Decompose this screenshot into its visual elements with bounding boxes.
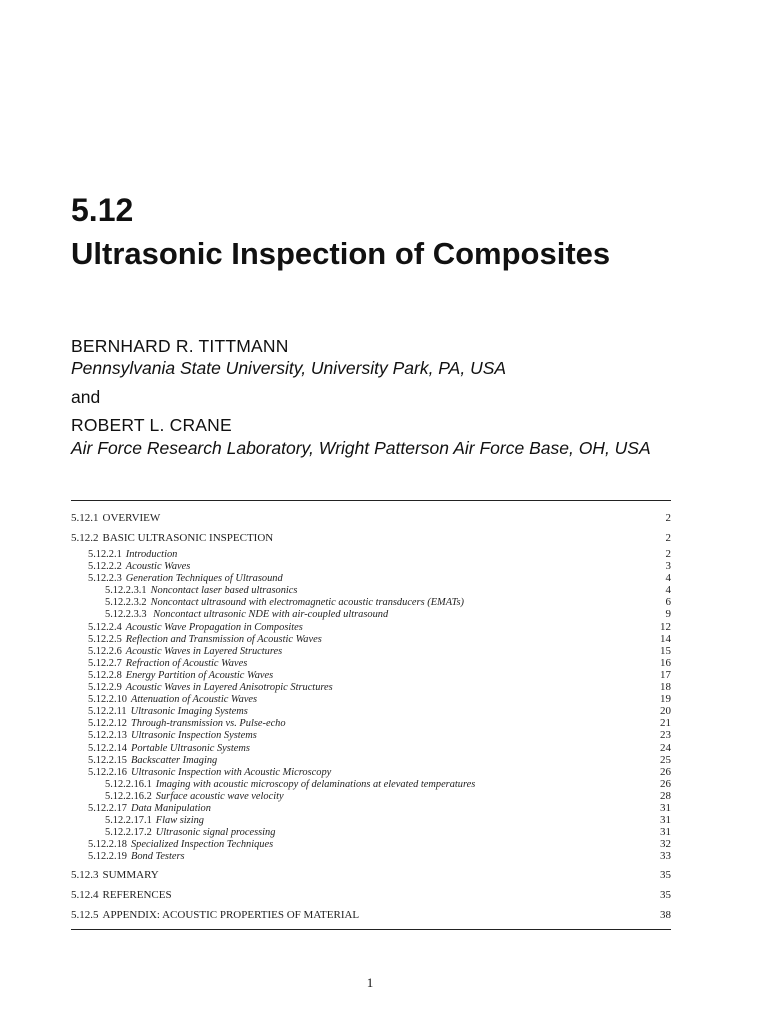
toc-entry-title: OVERVIEW: [102, 512, 161, 524]
toc-entry-title: BASIC ULTRASONIC INSPECTION: [102, 532, 274, 544]
toc-entry-title: Attenuation of Acoustic Waves: [130, 694, 258, 706]
page-number: 1: [366, 975, 374, 990]
toc-entry[interactable]: [71, 742, 671, 754]
author-affiliation: Air Force Research Laboratory, Wright Patterson Air Force Base, OH, USA: [71, 438, 651, 458]
toc-entry-number: 5.12.2.7: [88, 657, 122, 669]
toc-entry-title-group: [71, 573, 283, 585]
toc-entry[interactable]: [71, 512, 671, 525]
toc-entry[interactable]: [71, 814, 671, 826]
toc-entry-number: 5.12.2.18: [88, 839, 127, 851]
toc-entry-page: 2: [665, 548, 671, 560]
toc-entry-title: Backscatter Imaging: [130, 754, 218, 766]
toc-entry-title-group: [71, 512, 160, 525]
toc-entry-title: Surface acoustic wave velocity: [155, 790, 284, 802]
toc-entry[interactable]: [71, 850, 671, 862]
toc-entry[interactable]: [71, 572, 671, 584]
toc-entry-page: 26: [660, 777, 671, 790]
toc-entry-page: 4: [665, 584, 671, 597]
toc-entry-title: SUMMARY: [102, 869, 159, 882]
toc-entry-title: Ultrasonic signal processing: [155, 827, 276, 839]
toc-entry-number: 5.12.2.5: [88, 633, 122, 645]
toc-entry-number: 5.12.2.12: [88, 718, 127, 730]
toc-entry[interactable]: [71, 889, 671, 902]
toc-entry-title: Acoustic Wave Propagation in Composites: [125, 621, 303, 633]
toc-entry[interactable]: [71, 681, 671, 693]
toc-entry-title-group: [71, 634, 322, 646]
toc-entry-page: 38: [660, 909, 671, 922]
toc-entry-title: Reflection and Transmission of Acoustic Waves: [125, 633, 322, 645]
table-of-contents: [71, 510, 671, 922]
toc-entry-title: Specialized Inspection Techniques: [130, 839, 274, 851]
toc-entry-number: 5.12.2.17: [88, 802, 127, 814]
toc-entry-title: APPENDIX: ACOUSTIC PROPERTIES OF MATERIAL: [102, 909, 360, 922]
toc-entry-number: 5.12.2.8: [88, 669, 122, 681]
toc-entry-title-group: [71, 743, 250, 755]
toc-entry-number: 5.12.2.2: [88, 561, 122, 573]
toc-entry-title-group: [71, 718, 286, 730]
toc-entry-title: Data Manipulation: [130, 802, 211, 814]
toc-entry[interactable]: [71, 621, 671, 633]
toc-entry[interactable]: [71, 596, 671, 608]
toc-entry-page: 17: [660, 668, 671, 681]
toc-entry[interactable]: [71, 838, 671, 850]
toc-entry-title-group: [71, 682, 333, 694]
toc-entry-page: 28: [660, 789, 671, 802]
toc-entry-title-group: [71, 609, 388, 621]
and-conjunction: and: [71, 387, 101, 407]
toc-entry-number: 5.12.2.16: [88, 766, 127, 778]
toc-entry-page: 31: [660, 826, 671, 839]
toc-entry-title-group: [71, 767, 331, 779]
toc-entry-title-group: [71, 706, 248, 718]
toc-entry[interactable]: [71, 705, 671, 717]
toc-entry[interactable]: [71, 754, 671, 766]
toc-entry-title-group: [71, 561, 190, 573]
toc-entry-number: 5.12.2.17.1: [105, 815, 152, 827]
toc-entry-page: 16: [660, 656, 671, 669]
toc-entry[interactable]: [71, 608, 671, 620]
toc-entry-page: 31: [660, 801, 671, 814]
toc-entry-title-group: [71, 803, 211, 815]
toc-entry-title-group: [71, 791, 284, 803]
toc-entry-page: 2: [665, 532, 671, 544]
toc-entry-title: Noncontact laser based ultrasonics: [150, 585, 298, 597]
toc-entry-title-group: [71, 622, 303, 634]
toc-entry-number: 5.12.2.3.2: [105, 597, 147, 609]
toc-entry-title: Portable Ultrasonic Systems: [130, 742, 250, 754]
toc-entry-title-group: [71, 869, 159, 882]
toc-entry-title-group: [71, 646, 282, 658]
toc-entry-title-group: [71, 755, 217, 767]
toc-entry-number: 5.12.2.4: [88, 621, 122, 633]
toc-entry[interactable]: [71, 826, 671, 838]
toc-entry-page: 35: [660, 869, 671, 882]
toc-entry[interactable]: [71, 717, 671, 729]
toc-entry-title: Ultrasonic Inspection Systems: [130, 730, 257, 742]
toc-entry-title: Ultrasonic Imaging Systems: [130, 706, 248, 718]
toc-entry-page: 12: [660, 620, 671, 633]
toc-entry-page: 21: [660, 717, 671, 730]
toc-entry-title: Imaging with acoustic microscopy of delaminations at elevated temperatures: [155, 778, 476, 790]
toc-entry-number: 5.12.1: [71, 512, 99, 524]
chapter-number: 5.12: [71, 192, 134, 228]
toc-entry-title: Generation Techniques of Ultrasound: [125, 573, 283, 585]
toc-entry-title-group: [71, 889, 172, 902]
toc-entry[interactable]: [71, 669, 671, 681]
toc-entry-title-group: [71, 839, 273, 851]
toc-entry-title: REFERENCES: [102, 889, 172, 902]
toc-entry-title-group: [71, 730, 257, 742]
toc-entry-title-group: [71, 827, 275, 839]
toc-entry-number: 5.12.2.15: [88, 754, 127, 766]
toc-entry[interactable]: [71, 790, 671, 802]
toc-entry-title-group: [71, 909, 359, 922]
toc-entry-page: 4: [665, 572, 671, 585]
toc-entry-title: Acoustic Waves in Layered Anisotropic Structures: [125, 682, 333, 694]
toc-entry[interactable]: [71, 729, 671, 741]
toc-entry-number: 5.12.2.9: [88, 682, 122, 694]
toc-entry-title-group: [71, 670, 273, 682]
toc-entry-page: 6: [665, 596, 671, 609]
toc-entry[interactable]: [71, 548, 671, 560]
toc-entry-page: 25: [660, 753, 671, 766]
toc-entry-page: 23: [660, 729, 671, 742]
chapter-title: Ultrasonic Inspection of Composites: [71, 236, 611, 271]
toc-entry-number: 5.12.5: [71, 909, 99, 922]
author-affiliation: Pennsylvania State University, University Park, PA, USA: [71, 358, 507, 378]
toc-entry-title-group: [71, 851, 185, 863]
toc-entry[interactable]: [71, 560, 671, 572]
toc-entry-number: 5.12.2.6: [88, 645, 122, 657]
toc-entry-page: 35: [660, 889, 671, 902]
toc-entry-number: 5.12.3: [71, 869, 99, 882]
toc-entry-page: 18: [660, 681, 671, 694]
toc-entry-title: Introduction: [125, 549, 178, 560]
toc-entry-title: Ultrasonic Inspection with Acoustic Microscopy: [130, 766, 332, 778]
toc-entry-page: 2: [665, 512, 671, 524]
toc-entry-title-group: [71, 549, 177, 561]
toc-entry-title-group: [71, 658, 247, 670]
toc-entry-title: Noncontact ultrasonic NDE with air-coupled ultrasound: [150, 609, 389, 621]
toc-entry-title-group: [71, 815, 204, 827]
toc-entry[interactable]: [71, 532, 671, 545]
bottom-rule: [71, 929, 671, 930]
toc-entry-number: 5.12.2.14: [88, 742, 127, 754]
toc-entry-number: 5.12.2.1: [88, 549, 122, 560]
toc-entry-title: Acoustic Waves: [125, 561, 191, 573]
toc-entry[interactable]: [71, 633, 671, 645]
toc-entry-number: 5.12.2.17.2: [105, 827, 152, 839]
toc-entry-page: 31: [660, 814, 671, 827]
toc-entry-number: 5.12.4: [71, 889, 99, 902]
toc-entry-page: 9: [665, 608, 671, 621]
toc-entry-number: 5.12.2.13: [88, 730, 127, 742]
toc-entry-number: 5.12.2.16.2: [105, 790, 152, 802]
toc-entry-number: 5.12.2.10: [88, 694, 127, 706]
toc-entry-page: 33: [660, 850, 671, 863]
toc-entry-title-group: [71, 532, 273, 545]
toc-entry-page: 24: [660, 741, 671, 754]
toc-entry-page: 19: [660, 693, 671, 706]
toc-entry[interactable]: [71, 909, 671, 922]
toc-entry-title: Noncontact ultrasound with electromagnetic acoustic transducers (EMATs): [150, 597, 464, 609]
toc-entry-number: 5.12.2: [71, 532, 99, 544]
toc-entry-number: 5.12.2.3.1: [105, 585, 147, 597]
toc-entry-number: 5.12.2.16.1: [105, 778, 152, 790]
toc-entry[interactable]: [71, 657, 671, 669]
toc-entry-page: 20: [660, 705, 671, 718]
toc-entry[interactable]: [71, 766, 671, 778]
toc-entry[interactable]: [71, 584, 671, 596]
toc-entry[interactable]: [71, 693, 671, 705]
toc-entry-title-group: [71, 779, 475, 791]
toc-entry-number: 5.12.2.3: [88, 573, 122, 585]
author-name: ROBERT L. CRANE: [71, 415, 232, 435]
toc-entry-page: 3: [665, 560, 671, 573]
toc-entry-title-group: [71, 597, 464, 609]
top-rule: [71, 500, 671, 501]
toc-entry-number: 5.12.2.19: [88, 851, 127, 863]
toc-entry-page: 14: [660, 632, 671, 645]
toc-entry[interactable]: [71, 869, 671, 882]
toc-entry-page: 32: [660, 838, 671, 851]
toc-entry-title: Acoustic Waves in Layered Structures: [125, 645, 283, 657]
toc-entry-title-group: [71, 585, 297, 597]
toc-entry-title-group: [71, 694, 257, 706]
toc-entry-page: 26: [660, 765, 671, 778]
toc-entry[interactable]: [71, 778, 671, 790]
author-name: BERNHARD R. TITTMANN: [71, 336, 289, 356]
toc-entry-number: 5.12.2.11: [88, 706, 127, 718]
toc-entry-title: Bond Testers: [130, 851, 185, 863]
toc-entry[interactable]: [71, 802, 671, 814]
toc-entry-page: 15: [660, 644, 671, 657]
toc-entry-title: Energy Partition of Acoustic Waves: [125, 669, 274, 681]
toc-entry-number: 5.12.2.3.3: [105, 609, 147, 621]
toc-entry-title: Through-transmission vs. Pulse-echo: [130, 718, 286, 730]
toc-entry[interactable]: [71, 645, 671, 657]
toc-entry-title: Refraction of Acoustic Waves: [125, 657, 248, 669]
toc-entry-title: Flaw sizing: [155, 815, 204, 827]
